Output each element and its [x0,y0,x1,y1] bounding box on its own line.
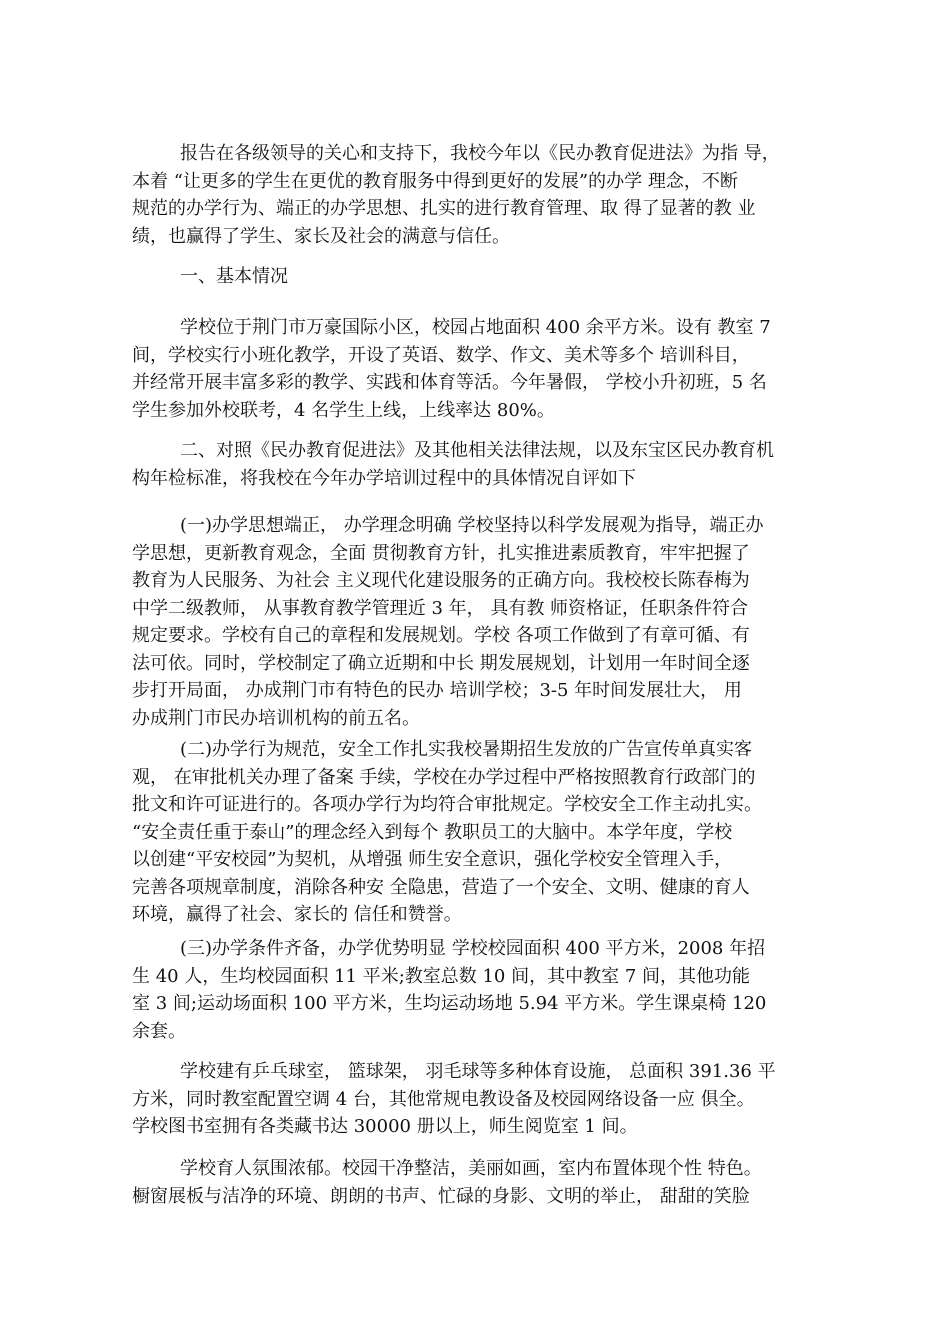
paragraph-line: 生 40 人，生均校园面积 11 平米;教室总数 10 间，其中教室 7 间，其他功能 [132,965,750,987]
section-heading-self-evaluation [132,437,806,492]
paragraph-line: 办成荆门市民办培训机构的前五名。 [132,707,420,729]
culture-paragraph [132,1155,806,1210]
paragraph-line: 橱窗展板与洁净的环境、朗朗的书声、忙碌的身影、文明的举止， 甜甜的笑脸 [132,1185,750,1207]
paragraph-line: 以创建“平安校园”为契机，从增强 师生安全意识，强化学校安全管理入手， [132,849,733,870]
paragraph-line: 环境，赢得了社会、家长的 信任和赞誉。 [132,904,462,925]
paragraph-line: 学校建有乒乓球室， 篮球架， 羽毛球等多种体育设施， 总面积 391.36 平 [180,1061,776,1082]
paragraph-line: 学生参加外校联考，4 名学生上线，上线率达 80%。 [132,399,555,421]
paragraph-line: 余套。 [132,1020,186,1042]
paragraph-line: 法可依。同时，学校制定了确立近期和中长 期发展规划，计划用一年时间全逐 [132,652,750,674]
paragraph-line: 室 3 间;运动场面积 100 平方米，生均运动场地 5.94 平方米。学生课桌椅 120 [132,993,767,1014]
section-three-paragraph [132,935,806,1045]
facilities-paragraph [132,1058,806,1141]
paragraph-line: (三)办学条件齐备，办学优势明显 学校校园面积 400 平方米，2008 年招 [180,938,766,959]
heading-line: 二、对照《民办教育促进法》及其他相关法律法规，以及东宝区民办教育机 [180,440,774,461]
paragraph-line: 教育为人民服务、为社会 主义现代化建设服务的正确方向。我校校长陈春梅为 [132,570,750,591]
heading-line: 一、基本情况 [180,266,288,287]
heading-line: 构年检标准，将我校在今年办学培训过程中的具体情况自评如下 [132,467,636,489]
paragraph-line: 规范的办学行为、端正的办学思想、扎实的进行教育管理、取 得了显著的教 业 [132,198,756,219]
basic-info-paragraph [132,314,806,424]
section-heading-basic [132,263,806,291]
intro-paragraph [132,140,806,250]
paragraph-line: “安全责任重于泰山”的理念经入到每个 教职员工的大脑中。本学年度，学校 [132,821,733,843]
paragraph-line: 本着 “让更多的学生在更优的教育服务中得到更好的发展”的办学 理念，不断 [132,170,738,192]
paragraph-line: 学校位于荆门市万豪国际小区，校园占地面积 400 余平方米。设有 教室 7 [180,317,771,338]
paragraph-line: 报告在各级领导的关心和支持下，我校今年以《民办教育促进法》为指 导， [180,143,780,164]
paragraph-line: 步打开局面， 办成荆门市有特色的民办 培训学校；3-5 年时间发展壮大， 用 [132,680,742,701]
paragraph-line: (二)办学行为规范，安全工作扎实我校暑期招生发放的广告宣传单真实客 [180,739,753,760]
paragraph-line: 绩，也赢得了学生、家长及社会的满意与信任。 [132,225,510,247]
paragraph-line: 间，学校实行小班化教学，开设了英语、数学、作文、美术等多个 培训科目， [132,344,750,366]
paragraph-line: 中学二级教师， 从事教育教学管理近 3 年， 具有教 师资格证，任职条件符合 [132,597,749,619]
paragraph-line: 学校育人氛围浓郁。校园干净整洁，美丽如画，室内布置体现个性 特色。 [180,1158,762,1179]
paragraph-line: (一)办学思想端正， 办学理念明确 学校坚持以科学发展观为指导，端正办 [180,515,764,536]
paragraph-line: 批文和许可证进行的。各项办学行为均符合审批规定。学校安全工作主动扎实。 [132,794,762,815]
paragraph-line: 观， 在审批机关办理了备案 手续，学校在办学过程中严格按照教育行政部门的 [132,766,756,788]
paragraph-line: 学思想，更新教育观念，全面 贯彻教育方针，扎实推进素质教育，牢牢把握了 [132,542,750,564]
paragraph-line: 完善各项规章制度，消除各种安 全隐患，营造了一个安全、文明、健康的育人 [132,876,750,898]
section-one-paragraph [132,512,806,732]
paragraph-line: 方米，同时教室配置空调 4 台，其他常规电教设备及校园网络设备一应 俱全。 [132,1088,755,1110]
paragraph-line: 并经常开展丰富多彩的教学、实践和体育等活。今年暑假， 学校小升初班，5 名 [132,372,767,393]
paragraph-line: 规定要求。学校有自己的章程和发展规划。学校 各项工作做到了有章可循、有 [132,625,750,646]
section-two-paragraph [132,736,806,929]
paragraph-line: 学校图书室拥有各类藏书达 30000 册以上，师生阅览室 1 间。 [132,1116,638,1137]
